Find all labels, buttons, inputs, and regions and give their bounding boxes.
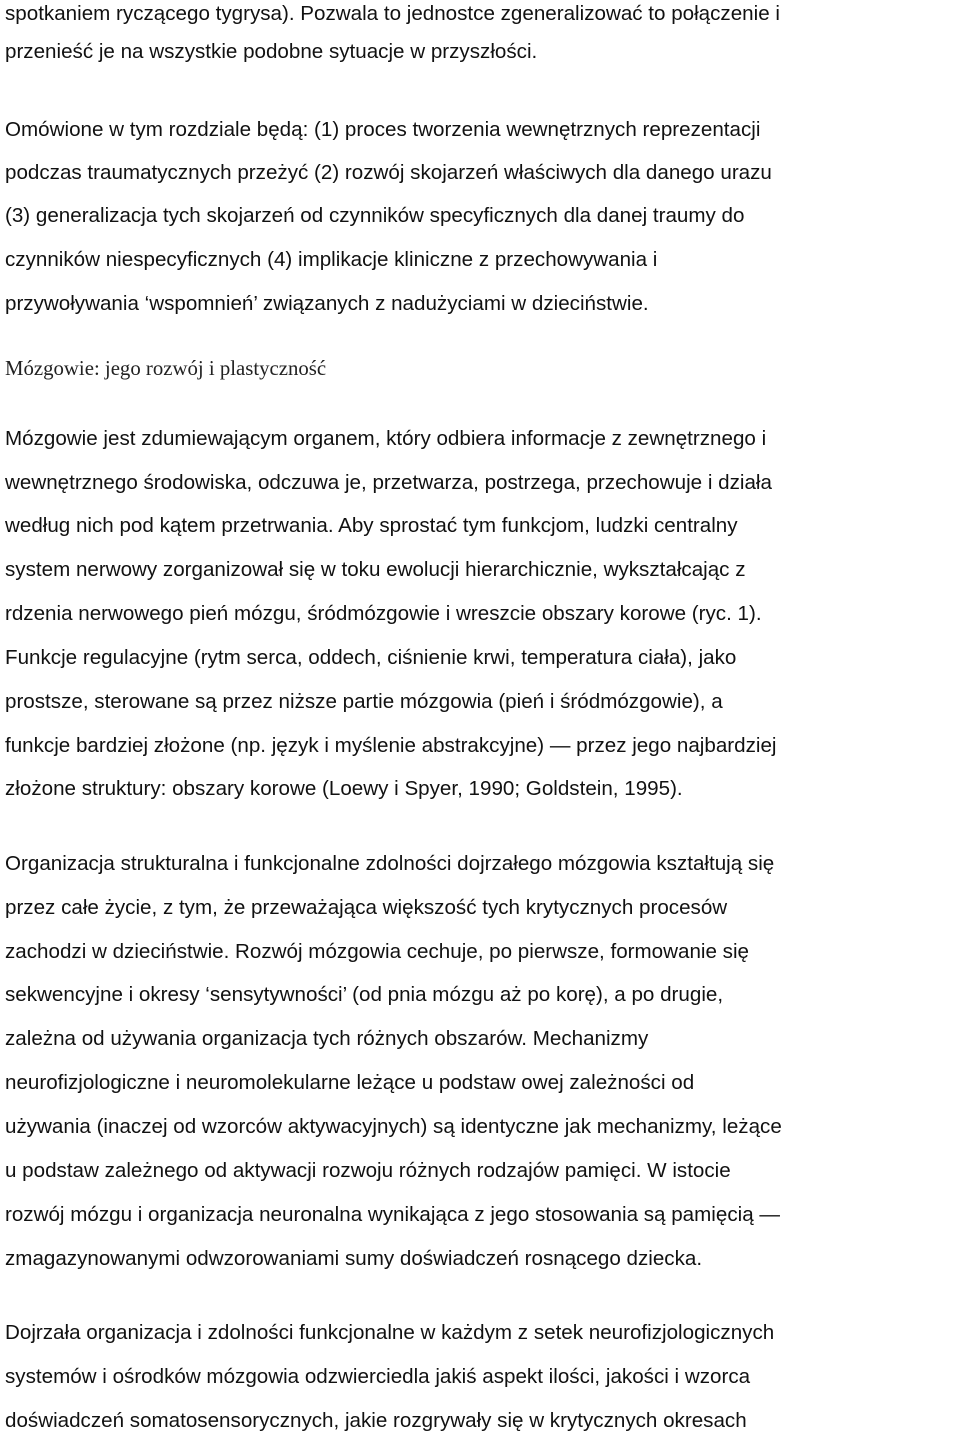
- text-line: systemów i ośrodków mózgowia odzwierciedla jakiś aspekt ilości, jakości i wzorca: [5, 1365, 751, 1388]
- text-line: według nich pod kątem przetrwania. Aby sprostać tym funkcjom, ludzki centralny: [5, 514, 738, 537]
- text-line: Organizacja strukturalna i funkcjonalne zdolności dojrzałego mózgowia kształtują się: [5, 852, 775, 875]
- text-line: rozwój mózgu i organizacja neuronalna wynikająca z jego stosowania są pamięcią ―: [5, 1203, 780, 1226]
- text-line: przywoływania ‘wspomnień’ związanych z nadużyciami w dzieciństwie.: [5, 292, 649, 315]
- text-line: (3) generalizacja tych skojarzeń od czynników specyficznych dla danej traumy do: [5, 204, 745, 227]
- text-line: czynników niespecyficznych (4) implikacje kliniczne z przechowywania i: [5, 248, 658, 271]
- text-line: używania (inaczej od wzorców aktywacyjnych) są identyczne jak mechanizmy, leżące: [5, 1115, 782, 1138]
- text-line: przenieść je na wszystkie podobne sytuacje w przyszłości.: [5, 40, 538, 63]
- text-line: rdzenia nerwowego pień mózgu, śródmózgowie i wreszcie obszary korowe (ryc. 1).: [5, 602, 762, 625]
- text-line: funkcje bardziej złożone (np. język i myślenie abstrakcyjne) ― przez jego najbardziej: [5, 734, 777, 757]
- text-line: zależna od używania organizacja tych różnych obszarów. Mechanizmy: [5, 1027, 649, 1050]
- text-line: Funkcje regulacyjne (rytm serca, oddech, ciśnienie krwi, temperatura ciała), jako: [5, 646, 737, 669]
- text-line: Dojrzała organizacja i zdolności funkcjonalne w każdym z setek neurofizjologicznych: [5, 1321, 775, 1344]
- text-line: neurofizjologiczne i neuromolekularne leżące u podstaw owej zależności od: [5, 1071, 695, 1094]
- text-line: Mózgowie jest zdumiewającym organem, który odbiera informacje z zewnętrznego i: [5, 427, 767, 450]
- text-line: u podstaw zależnego od aktywacji rozwoju różnych rodzajów pamięci. W istocie: [5, 1159, 731, 1182]
- text-line: spotkaniem ryczącego tygrysa). Pozwala to jednostce zgeneralizować to połączenie i: [5, 2, 780, 25]
- text-line: sekwencyjne i okresy ‘sensytywności’ (od pnia mózgu aż po korę), a po drugie,: [5, 983, 724, 1006]
- text-line: system nerwowy zorganizował się w toku ewolucji hierarchicznie, wykształcając z: [5, 558, 746, 581]
- text-line: Omówione w tym rozdziale będą: (1) proces tworzenia wewnętrznych reprezentacji: [5, 118, 761, 141]
- text-line: złożone struktury: obszary korowe (Loewy i Spyer, 1990; Goldstein, 1995).: [5, 777, 683, 800]
- text-line: przez całe życie, z tym, że przeważająca większość tych krytycznych procesów: [5, 896, 728, 919]
- text-line: zachodzi w dzieciństwie. Rozwój mózgowia cechuje, po pierwsze, formowanie się: [5, 940, 749, 963]
- text-line: prostsze, sterowane są przez niższe partie mózgowia (pień i śródmózgowie), a: [5, 690, 723, 713]
- text-line: wewnętrznego środowiska, odczuwa je, przetwarza, postrzega, przechowuje i działa: [5, 471, 772, 494]
- section-heading: Mózgowie: jego rozwój i plastyczność: [5, 357, 327, 380]
- text-line: podczas traumatycznych przeżyć (2) rozwój skojarzeń właściwych dla danego urazu: [5, 161, 772, 184]
- text-line: zmagazynowanymi odwzorowaniami sumy doświadczeń rosnącego dziecka.: [5, 1247, 703, 1270]
- text-line: doświadczeń somatosensorycznych, jakie rozgrywały się w krytycznych okresach: [5, 1409, 747, 1432]
